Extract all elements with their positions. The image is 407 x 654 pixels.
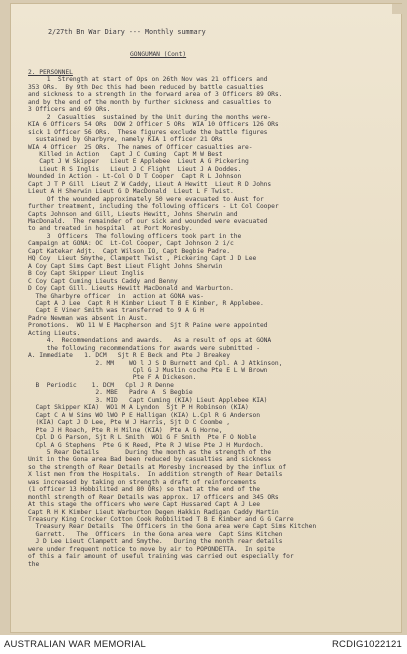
- diary-line: B Periodic 1. DCM Cpl J R Denne: [28, 381, 174, 389]
- diary-line: Capt E Viner Smith was transferred to 9 A G H: [28, 307, 204, 315]
- archive-reference: RCDIG1022121: [332, 639, 402, 650]
- diary-line: 2 Casualties sustained by the Unit during the months were-: [28, 113, 272, 121]
- diary-line: Capt C A W Sims WO lWO P E Halligan (KIA) L.Cpl R G Anderson: [28, 411, 260, 419]
- diary-line: A. Immediate 1. DCM Sjt R E Beck and Pte J Breakey: [28, 352, 231, 360]
- diary-line: so the strength of Rear Details at Moresby increased by the influx of: [28, 463, 287, 471]
- diary-line: Capt Katekar Adjt. Capt Wilson IO, Capt Begbie Padre.: [28, 247, 231, 255]
- diary-page: [10, 3, 402, 633]
- diary-line: Capt Skipper KIA) WO1 M A Lyndon Sjt P H Robinson (KIA): [28, 404, 249, 412]
- diary-line: HQ Coy Lieut Smythe, Clampett Twist , Pickering Capt J D Lee: [28, 255, 257, 263]
- diary-line: were under frequent notice to move by air to POPONDETTA. In spite: [28, 545, 275, 553]
- diary-line: Garrett. The Officers in the Gona area were Capt Sims Kitchen: [28, 530, 283, 538]
- diary-line: The Gharbyre officer in action at GONA was-: [28, 292, 204, 300]
- diary-line: to and treated in hospital at Port Moresby.: [28, 225, 193, 233]
- diary-line: 3 Officers and 69 ORs.: [28, 106, 111, 114]
- diary-line: monthl strength of Rear Details was approx. 17 officers and 345 ORs: [28, 493, 279, 501]
- diary-line: 2. PERSONNEL: [28, 69, 73, 76]
- diary-line: Of the wounded approximately 50 were evacuated to Aust for: [28, 195, 264, 203]
- diary-line: X list men from the Hospitals. In addition strength of Rear Details: [28, 471, 283, 479]
- diary-line: the following recommendations for awards were submitted -: [28, 344, 260, 352]
- diary-line: 2. MM WO l J S D Burnett and Cpl. A J Atkinson,: [28, 359, 283, 367]
- diary-line: sustained by Gharbyre, namely KIA 1 officer 21 ORs: [28, 136, 223, 144]
- archive-credit: AUSTRALIAN WAR MEMORIAL: [4, 639, 147, 650]
- diary-line: Campaign at GONA: OC Lt-Col Cooper, Capt Johnson 2 i/c: [28, 240, 234, 248]
- diary-line: Treasury Rear Details The Officers in the Gona area were Capt Sims Kitchen: [28, 523, 317, 531]
- diary-line: J D Lee Lieut Clampett and Smythe. During the month rear details: [28, 538, 283, 546]
- diary-line: Lieut A H Sherwin Lieut G D MacDonald Lieut L F Twist.: [28, 188, 234, 196]
- diary-line: (KIA) Capt J D Lee, Pte W J Harris, Sjt D C Coombe ,: [28, 419, 231, 427]
- diary-line: Unit in the Gona area Bad been reduced by casualties and sickness: [28, 456, 272, 464]
- diary-line: was increased by taking on strength a draft of reinforcements: [28, 478, 257, 486]
- diary-line: Acting Lieuts.: [28, 329, 81, 337]
- diary-line: WIA 4 Officer 25 ORs. The names of Officer casualties are-: [28, 143, 253, 151]
- diary-line: 4. Recommendations and awards. As a result of ops at GONA: [28, 337, 272, 345]
- diary-line: D Coy Capt Gill. Lieuts Hewitt MacDonald and Warburton.: [28, 285, 234, 293]
- diary-line: 353 ORs. By 9th Dec this had been reduced by battle casualties: [28, 83, 264, 91]
- diary-line: C Coy Capt Cuming Lieuts Caddy and Benny: [28, 277, 178, 285]
- diary-line: Cpl A G Stephens Pte G K Reed, Pte R J Wise Pte J H Murdoch.: [28, 441, 264, 449]
- diary-line: Capt R H K Kimber Lieut Warburton Degen Hakkin Radigan Caddy Martin: [28, 508, 279, 516]
- diary-line: Padre Newman was absent in Aust.: [28, 314, 148, 322]
- diary-line: Capt J W Skipper Lieut E Applebee Lieut A G Pickering: [28, 158, 249, 166]
- diary-line: MacDonald. The remainder of our sick and wounded were evacuated: [28, 218, 268, 225]
- diary-line: sick 1 Officer 56 ORs. These figures exclude the battle figures: [28, 128, 268, 136]
- diary-line: Killed in Action Capt J C Cuming Capt M W Best: [28, 150, 223, 158]
- diary-line: and sickness to a strength in the forward area of 3 Officers 89 ORs.: [28, 91, 283, 99]
- diary-line: (1 officer 13 Hobbilited and 80 ORs) so that at the end of the: [28, 486, 260, 494]
- diary-line: further treatment, including the following officers - Lt Col Cooper: [28, 203, 279, 211]
- page-header: 2/27th Bn War Diary --- Monthly summary: [48, 28, 206, 36]
- diary-line: 3. MID Capt Cuming (KIA) Lieut Applebee KIA): [28, 396, 268, 404]
- diary-line: KIA 6 Officers 54 ORs DOW 2 Officer 5 ORs WIA 10 Officers 126 ORs: [28, 121, 279, 129]
- diary-line: Pte F A Dickeson.: [28, 374, 197, 382]
- diary-line: 5 Rear Details During the month as the strength of the: [28, 448, 272, 456]
- page-corner-mark: [392, 4, 402, 14]
- diary-line: the: [28, 560, 40, 568]
- diary-line: Promotions. WO 11 W E Macpherson and Sjt R Paine were appointed: [28, 322, 268, 330]
- diary-line: A Coy Capt Sims Capt Best Lieut Flight Johns Sherwin: [28, 262, 223, 270]
- diary-line: 3 Officers The following officers took part in the: [28, 232, 242, 240]
- diary-line: Wounded in Action - Lt-Col O D T Cooper Capt R L Johnson: [28, 173, 242, 181]
- archive-footer: [0, 635, 407, 654]
- diary-line: B Coy Capt Skipper Lieut Inglis: [28, 270, 144, 278]
- diary-line: Treasury King Crocker Cotton Cook Robbilited T B E Kimber and G G Carre: [28, 516, 294, 523]
- diary-line: Capt J T P Gill Lieut Z W Caddy, Lieut A Hewitt Lieut R D Johns: [28, 180, 272, 188]
- diary-line: Capt A J Lee Capt R H Kimber Lieut T B E Kimber, R Applebee.: [28, 299, 264, 307]
- diary-line: 1 Strength at start of Ops on 26th Nov was 21 officers and: [28, 76, 268, 84]
- diary-line: 2. MBE Padre A S Begbie: [28, 389, 193, 397]
- diary-line: Cpl D G Parson, Sjt R L Smith WO1 G F Smith Pte F O Noble: [28, 434, 257, 442]
- diary-line: Cpl G J Muslin coche Pte E L W Brown: [28, 367, 268, 374]
- diary-line: Lieut R S Inglis Lieut J C Flight Lieut J A Doddes.: [28, 165, 242, 173]
- diary-line: At this stage the officers who were Capt Hussared Capt A J Lee: [28, 501, 260, 509]
- diary-line: and by the end of the month by further sickness and casualties to: [28, 98, 272, 106]
- section-title: GONGUMAN (Cont): [130, 51, 187, 58]
- diary-line: Capts Johnson and Gill, Lieuts Hewitt, Johns Sherwin and: [28, 210, 238, 218]
- diary-line: Pte J H Roach, Pte R H Milne (KIA) Pte A G Horne,: [28, 426, 223, 434]
- diary-line: of this a fair amount of useful training was carried out especially for: [28, 553, 294, 561]
